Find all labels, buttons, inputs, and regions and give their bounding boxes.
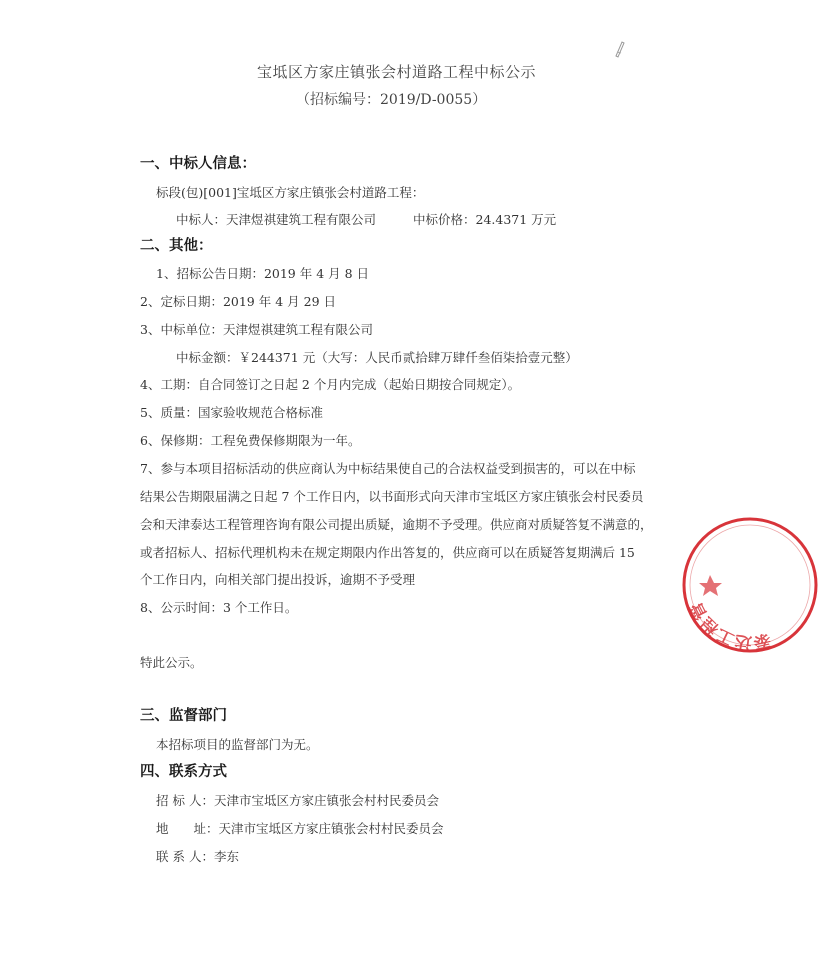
item-3-amount: 中标金额：￥244371 元（大写：人民币贰拾肆万肆仟叁佰柒拾壹元整） xyxy=(176,350,578,365)
item-6: 6、保修期：工程免费保修期限为一年。 xyxy=(140,433,361,448)
item-7-line-2: 结果公告期限届满之日起 7 个工作日内，以书面形式向天津市宝坻区方家庄镇张会村民委员 xyxy=(140,489,644,504)
pen-mark-icon xyxy=(612,40,626,58)
winner-line: 中标人：天津煜祺建筑工程有限公司 xyxy=(176,212,377,227)
contact-tenderer: 招 标 人：天津市宝坻区方家庄镇张会村村民委员会 xyxy=(156,793,439,808)
contact-person: 联 系 人：李东 xyxy=(156,849,239,864)
item-7-line-1: 7、参与本项目招标活动的供应商认为中标结果使自己的合法权益受到损害的，可以在中标 xyxy=(140,461,636,476)
doc-title: 宝坻区方家庄镇张会村道路工程中标公示 xyxy=(257,63,537,81)
notice-text: 特此公示。 xyxy=(140,655,203,670)
item-7-line-3: 会和天津泰达工程管理咨询有限公司提出质疑，逾期不予受理。供应商对质疑答复不满意的， xyxy=(140,517,653,532)
section-1-heading: 一、中标人信息： xyxy=(140,156,256,172)
item-5: 5、质量：国家验收规范合格标准 xyxy=(140,405,323,420)
price-line: 中标价格：24.4371 万元 xyxy=(413,212,557,227)
item-4: 4、工期：自合同签订之日起 2 个月内完成（起始日期按合同规定）。 xyxy=(140,377,521,392)
section-3-heading: 三、监督部门 xyxy=(140,708,227,724)
svg-text:泰达工程管: 泰达工程管 xyxy=(686,598,773,653)
lot-line: 标段(包)[001]宝坻区方家庄镇张会村道路工程： xyxy=(156,185,425,200)
item-8: 8、公示时间：3 个工作日。 xyxy=(140,600,298,615)
item-1: 1、招标公告日期：2019 年 4 月 8 日 xyxy=(156,266,370,281)
contact-address: 地 址：天津市宝坻区方家庄镇张会村村民委员会 xyxy=(156,821,444,836)
item-7-line-4: 或者招标人、招标代理机构未在规定期限内作出答复的，供应商可以在质疑答复期满后 15 xyxy=(140,545,635,560)
section-2-heading: 二、其他： xyxy=(140,238,213,254)
item-7-line-5: 个工作日内，向相关部门提出投诉，逾期不予受理 xyxy=(140,572,416,587)
item-2: 2、定标日期：2019 年 4 月 29 日 xyxy=(140,294,336,309)
item-3: 3、中标单位：天津煜祺建筑工程有限公司 xyxy=(140,322,373,337)
supervision-text: 本招标项目的监督部门为无。 xyxy=(156,737,319,752)
official-seal-icon xyxy=(680,515,820,655)
section-4-heading: 四、联系方式 xyxy=(140,764,227,780)
doc-subtitle: （招标编号：2019/D-0055） xyxy=(296,92,487,108)
